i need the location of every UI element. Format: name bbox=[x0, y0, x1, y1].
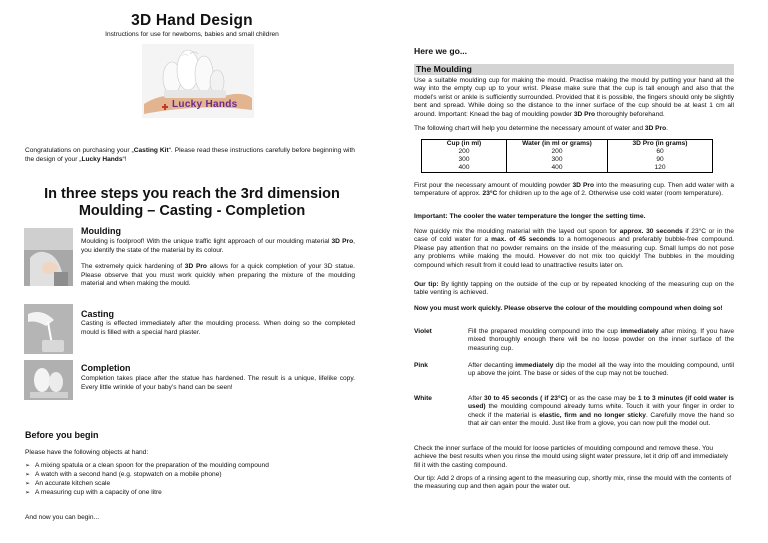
table-row: 300 300 90 bbox=[422, 156, 713, 164]
closing-text: And now you can begin... bbox=[25, 514, 100, 521]
completion-heading: Completion bbox=[81, 363, 131, 373]
before-you-begin-heading: Before you begin bbox=[25, 430, 99, 440]
page-title: 3D Hand Design bbox=[131, 12, 253, 29]
amounts-table bbox=[421, 139, 713, 173]
list-item: ➢ A measuring cup with a capacity of one litre bbox=[25, 489, 355, 498]
lucky-hands-logo bbox=[142, 44, 254, 118]
page-subtitle: Instructions for use for newborns, babies and small children bbox=[105, 31, 279, 38]
colour-name: Violet bbox=[414, 328, 432, 335]
list-item: ➢ An accurate kitchen scale bbox=[25, 480, 355, 489]
moulding-photo bbox=[24, 228, 73, 286]
chart-intro: The following chart will help you determine the necessary amount of water and 3D Pro. bbox=[414, 125, 669, 132]
moulding-heading: Moulding bbox=[81, 226, 121, 236]
list-item: ➢ A mixing spatula or a clean spoon for the preparation of the moulding compound bbox=[25, 462, 355, 471]
table-header: Cup (in ml) bbox=[422, 140, 507, 149]
here-we-go-heading: Here we go... bbox=[414, 46, 468, 56]
objects-list bbox=[25, 462, 355, 498]
moulding-section-bar: The Moulding bbox=[414, 64, 734, 75]
check-instructions: Check the inner surface of the mould for loose particles of moulding compound and remove these. You achieve the best results when you rinse the mould using slight water pressure, let it drip off and immediately fill it with the casting compound. bbox=[414, 445, 728, 469]
important-note: Important: The cooler the water temperature the longer the setting time. bbox=[414, 213, 646, 220]
casting-photo bbox=[24, 304, 73, 354]
mix-instructions: Now quickly mix the moulding material with the layed out spoon for approx. 30 seconds if 23°C or in the case of cold water for a max. of 45 seconds to a homogeneous and preferably bubble-free compound. Please pay attention that no powder remains on the inside of the measuring cup. Small lumps do not pose any problems while making the mould. However do not mix too quickly! The bubbles in the moulding compound which result from it could lead to unattractive results later on. bbox=[414, 228, 734, 269]
logo-text: Lucky Hands bbox=[172, 99, 238, 110]
table-header: 3D Pro (in grams) bbox=[608, 140, 713, 149]
before-lead: Please have the following objects at hand: bbox=[25, 449, 149, 456]
moulding-text: Moulding is foolproof! With the unique traffic light approach of our moulding material 3D Pro, you identify the state of the material by its colour. The extremely quick hardening of 3D Pro allows for a quick completion of your 3D statue. Please observe that you must work quickly when preparing the mixture of the moulding material and when making the mould. bbox=[81, 238, 355, 288]
congratulations-text: Congratulations on purchasing your „Casting Kit“. Please read these instructions carefully before beginning with the design of your „Lucky Hands“! bbox=[25, 147, 355, 163]
completion-text: Completion takes place after the statue has hardened. The result is a unique, lifelike copy. Every little wrinkle of your baby’s hand can be seen! bbox=[81, 375, 355, 391]
colour-description: Fill the prepared moulding compound into the cup immediately after mixing. If you have mixed thoroughly enough there will be no loose powder on the inner surface of the measuring cup. bbox=[468, 328, 734, 352]
colour-description: After 30 to 45 seconds ( if 23°C) or as the case may be 1 to 3 minutes (if cold water is used) the moulding compound already turns white. Touch it with your finger in order to check if the material is elastic, firm and no longer sticky. Carefully move the hand so that air can enter the mould. Just like from a glove, you can now pull the model out. bbox=[468, 395, 734, 428]
completion-photo bbox=[24, 360, 73, 400]
table-header: Water (in ml or grams) bbox=[507, 140, 608, 149]
list-item: ➢ A watch with a second hand (e.g. stopwatch on a mobile phone) bbox=[25, 471, 355, 480]
colour-name: White bbox=[414, 395, 432, 402]
colour-description: After decanting immediately dip the model all the way into the moulding compound, until up above the joint. The base or sides of the cup may not be touched. bbox=[468, 362, 735, 378]
tip-rinsing: Our tip: Add 2 drops of a rinsing agent to the measuring cup, shortly mix, rinse the mould with the contents of the measuring cup and then again pour the water out. bbox=[414, 475, 732, 491]
casting-heading: Casting bbox=[81, 309, 115, 319]
casting-text: Casting is effected immediately after the moulding process. When doing so the completed mould is filled with a special hard plaster. bbox=[81, 320, 355, 336]
tip-venting: Our tip: By lightly tapping on the outside of the cup or by repeated knocking of the measuring cup on the table venting is achieved. bbox=[414, 281, 734, 297]
work-quickly-note: Now you must work quickly. Please observe the colour of the moulding compound when doing so! bbox=[414, 305, 723, 312]
three-steps-heading: In three steps you reach the 3rd dimension Moulding – Casting - Completion bbox=[44, 186, 340, 219]
colour-name: Pink bbox=[414, 362, 428, 369]
table-row: 400 400 120 bbox=[422, 164, 713, 173]
table-row: 200 200 60 bbox=[422, 148, 713, 156]
pour-instructions: First pour the necessary amount of moulding powder 3D Pro into the measuring cup. Then add water with a temperature of approx. 23°C for children up to the age of 2. Otherwise use cold water (room temperature). bbox=[414, 182, 734, 198]
moulding-instructions: Use a suitable moulding cup for making the mould. Practise making the mould by putting your hand all the way into the empty cup up to your wrist. Please make sure that the cup is tall enough and also that the model’s wrist or ankle is sufficiently surrounded. Provided that it is possible, the fingers should only be slightly bent and spread. While doing so the distance to the inner surface of the cup should be at least 1 cm all around. Important: Knead the bag of moulding powder 3D Pro thoroughly beforehand. bbox=[414, 77, 734, 118]
